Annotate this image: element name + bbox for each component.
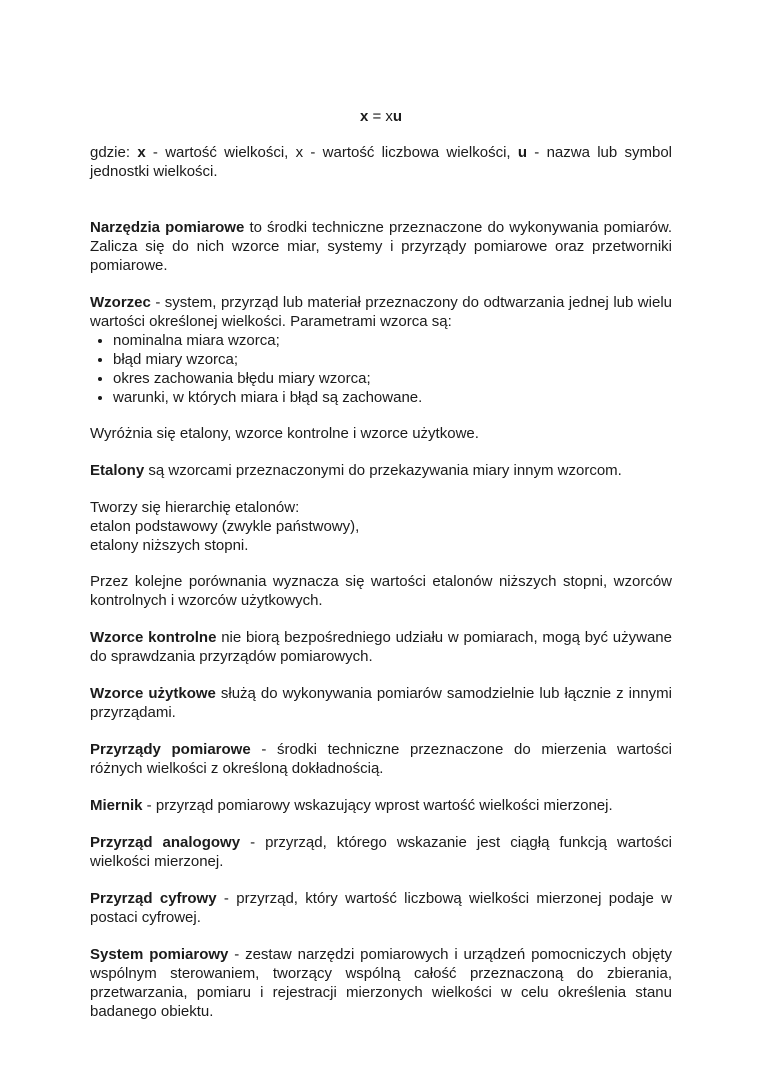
document-content [90, 107, 672, 1021]
term-bold: x [137, 144, 146, 161]
text-run: służą do wykonywania pomiarów samodzielnie lub łącznie z innymi przyrządami. [90, 685, 672, 721]
definition-wzorzec [90, 293, 672, 331]
text-run: - przyrząd, który wartość liczbową wielkości mierzonej podaje w postaci cyfrowej. [90, 890, 673, 926]
text-run: - zestaw narzędzi pomiarowych i urządzeń pomocniczych objęty wspólnym sterowaniem, tworzący wspólną całość przeznaczoną do zbierania, przetwarzania, pomiaru i rejestracji mierzonych wielkości w celu określenia stanu badanego obiektu. [90, 946, 672, 1020]
definition-system-pomiarowy [90, 945, 672, 1021]
term-bold: u [392, 108, 403, 125]
text-line: Tworzy się hierarchię etalonów: [90, 499, 300, 516]
text-run: - system, przyrząd lub materiał przeznaczony do odtwarzania jednej lub wielu wartości określonej wielkości. Parametrami wzorca są: [90, 294, 672, 330]
definition-wzorce-uzytkowe [90, 684, 672, 722]
text-run: - środki techniczne przeznaczone do mierzenia wartości różnych wielkości z określoną dokładnością. [90, 741, 673, 777]
text-run: = x [368, 108, 393, 125]
text-run: Przez kolejne porównania wyznacza się wartości etalonów niższych stopni, wzorców kontrolnych i wzorców użytkowych. [90, 573, 672, 609]
term-bold: u [517, 144, 528, 161]
text-run: Wyróżnia się etalony, wzorce kontrolne i wzorce użytkowe. [90, 425, 479, 442]
definition-przyrzad-analogowy [90, 833, 672, 871]
term-bold: Przyrząd analogowy [90, 834, 241, 851]
bullet-item: • okres zachowania błędu miary wzorca; [113, 369, 672, 388]
definition-przyrzady-pomiarowe [90, 740, 672, 778]
paragraph-gdzie-explanation [90, 143, 672, 181]
bullet-item: • warunki, w których miara i błąd są zachowane. [113, 388, 672, 407]
bullet-list-parametry-wzorca [90, 331, 672, 407]
text-run: są wzorcami przeznaczonymi do przekazywania miary innym wzorcom. [144, 462, 622, 479]
formula-quantity-value [90, 107, 672, 126]
bullet-item: • błąd miary wzorca; [113, 350, 672, 369]
paragraph-przez-kolejne-porownania [90, 572, 672, 610]
term-bold: System pomiarowy [90, 946, 229, 963]
text-run: to środki techniczne przeznaczone do wykonywania pomiarów. Zalicza się do nich wzorce miar, systemy i przyrządy pomiarowe oraz przetworniki pomiarowe. [90, 219, 672, 274]
paragraph-hierarchia-etalonow [90, 498, 672, 555]
term-bold: x [359, 108, 369, 125]
term-bold: Wzorzec [90, 294, 151, 311]
term-bold: Przyrząd cyfrowy [90, 890, 217, 907]
text-run: gdzie: [90, 144, 138, 161]
definition-wzorce-kontrolne [90, 628, 672, 666]
text-run: - nazwa lub symbol jednostki wielkości. [90, 144, 673, 180]
text-line: etalon podstawowy (zwykle państwowy), [90, 518, 360, 535]
term-bold: Przyrządy pomiarowe [90, 741, 251, 758]
definition-przyrzad-cyfrowy [90, 889, 672, 927]
text-run: - przyrząd pomiarowy wskazujący wprost wartość wielkości mierzonej. [142, 797, 613, 814]
text-run: nie biorą bezpośredniego udziału w pomiarach, mogą być używane do sprawdzania przyrządów pomiarowych. [90, 629, 672, 665]
definition-miernik [90, 796, 672, 815]
text-run: - wartość wielkości, x - wartość liczbowa wielkości, [145, 144, 518, 161]
definition-narzedzia-pomiarowe [90, 218, 672, 275]
term-bold: Narzędzia pomiarowe [90, 219, 245, 236]
bullet-item: • nominalna miara wzorca; [113, 331, 672, 350]
definition-etalony [90, 461, 672, 480]
text-run: - przyrząd, którego wskazanie jest ciągłą funkcją wartości wielkości mierzonej. [90, 834, 672, 870]
term-bold: Etalony [90, 462, 145, 479]
term-bold: Wzorce kontrolne [90, 629, 217, 646]
paragraph-wyroznia-sie [90, 424, 672, 443]
term-bold: Wzorce użytkowe [90, 685, 216, 702]
term-bold: Miernik [90, 797, 143, 814]
text-line: etalony niższych stopni. [90, 537, 249, 554]
